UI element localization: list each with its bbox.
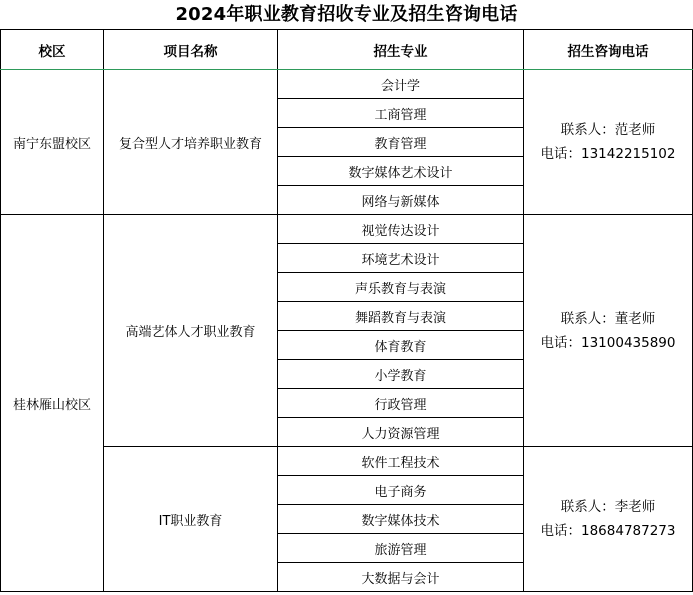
document-title: 2024年职业教育招收专业及招生咨询电话 xyxy=(175,4,518,25)
contact-person: 联系人：范老师 xyxy=(560,122,656,138)
project-cell: 高端艺体人才职业教育 xyxy=(104,215,278,447)
major-cell: 舞蹈教育与表演 xyxy=(278,302,524,331)
header-campus: 校区 xyxy=(1,30,104,70)
campus-cell: 南宁东盟校区 xyxy=(1,70,104,215)
major-cell: 教育管理 xyxy=(278,128,524,157)
enrollment-table xyxy=(0,29,693,592)
major-cell: 人力资源管理 xyxy=(278,418,524,447)
major-cell: 电子商务 xyxy=(278,476,524,505)
header-row xyxy=(1,30,693,70)
contact-phone: 电话：13100435890 xyxy=(540,334,676,351)
major-cell: 数字媒体艺术设计 xyxy=(278,157,524,186)
major-cell: 网络与新媒体 xyxy=(278,186,524,215)
major-cell: 小学教育 xyxy=(278,360,524,389)
major-cell: 旅游管理 xyxy=(278,534,524,563)
contact-phone: 电话：13142215102 xyxy=(540,146,676,162)
contact-cell xyxy=(524,447,693,592)
contact-cell xyxy=(524,70,693,215)
project-cell: 复合型人才培养职业教育 xyxy=(104,70,278,215)
major-cell: 体育教育 xyxy=(278,331,524,360)
major-cell: 工商管理 xyxy=(278,99,524,128)
header-major: 招生专业 xyxy=(278,30,524,70)
table-body xyxy=(1,70,693,592)
contact-cell xyxy=(524,215,693,447)
major-cell: 环境艺术设计 xyxy=(278,244,524,273)
header-contact: 招生咨询电话 xyxy=(524,30,693,70)
major-cell: 视觉传达设计 xyxy=(278,215,524,244)
project-cell: IT职业教育 xyxy=(104,447,278,592)
contact-person: 联系人：董老师 xyxy=(560,310,656,327)
table-row xyxy=(1,70,693,99)
table-row xyxy=(1,215,693,244)
header-project: 项目名称 xyxy=(104,30,278,70)
major-cell: 大数据与会计 xyxy=(278,563,524,592)
major-cell: 会计学 xyxy=(278,70,524,99)
major-cell: 行政管理 xyxy=(278,389,524,418)
table-row xyxy=(1,447,693,476)
contact-person: 联系人：李老师 xyxy=(560,499,656,515)
contact-phone: 电话：18684787273 xyxy=(540,523,676,539)
major-cell: 软件工程技术 xyxy=(278,447,524,476)
major-cell: 数字媒体技术 xyxy=(278,505,524,534)
campus-cell: 桂林雁山校区 xyxy=(1,215,104,592)
major-cell: 声乐教育与表演 xyxy=(278,273,524,302)
